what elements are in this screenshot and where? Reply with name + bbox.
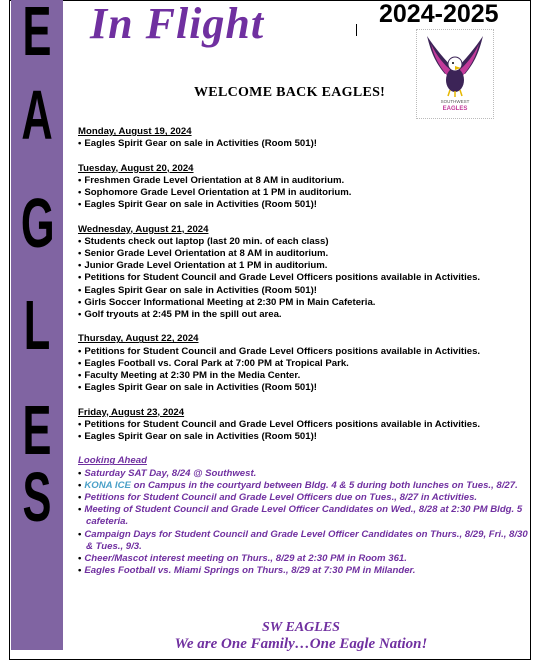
list-item (78, 468, 528, 480)
item-text: Eagles Spirit Gear on sale in Activities (Room 501)! (84, 431, 317, 443)
bullet-icon: • (78, 174, 82, 186)
item-text: Girls Soccer Informational Meeting at 2:30 PM in Main Cafeteria. (84, 296, 376, 308)
bullet-icon: • (78, 467, 82, 479)
list-item (78, 419, 528, 431)
day-section (78, 126, 528, 150)
list-item (78, 382, 528, 394)
day-date: Tuesday, August 20, 2024 (78, 162, 194, 174)
list-item (78, 529, 528, 553)
day-date: Monday, August 19, 2024 (78, 126, 192, 137)
item-text: Petitions for Student Council and Grade Level Officers due on Tues., 8/27 in Activities. (84, 492, 478, 504)
eagle-mascot-icon (417, 30, 493, 118)
day-section (78, 163, 528, 212)
footer-line-2: We are One Family…One Eagle Nation! (174, 636, 428, 652)
list-item (78, 309, 528, 321)
bullet-icon: • (78, 370, 82, 382)
bullet-icon: • (78, 187, 82, 198)
text-cursor (356, 24, 357, 36)
item-text: Eagles Spirit Gear on sale in Activities (Room 501)! (84, 382, 317, 394)
footer-line-1: SW EAGLES (262, 620, 340, 635)
day-date: Thursday, August 22, 2024 (78, 333, 199, 345)
bullet-icon: • (78, 565, 82, 577)
list-item (78, 199, 528, 211)
item-text: Senior Grade Level Orientation at 8 AM in auditorium. (84, 248, 329, 259)
looking-ahead-section (78, 455, 528, 577)
side-letter: E (22, 391, 52, 469)
item-text: Freshmen Grade Level Orientation at 8 AM in auditorium. (84, 174, 345, 186)
bullet-icon: • (78, 345, 82, 357)
bullet-icon: • (78, 284, 82, 296)
list-item (78, 248, 528, 260)
newsletter-title: In Flight (90, 0, 265, 48)
bullet-icon: • (78, 272, 82, 284)
item-text: Eagles Football vs. Coral Park at 7:00 PM at Tropical Park. (84, 357, 349, 369)
day-section (78, 407, 528, 444)
kona-ice-highlight: KONA ICE (84, 479, 131, 491)
bullet-icon: • (78, 504, 82, 516)
bullet-icon: • (78, 357, 82, 369)
item-text: Eagles Spirit Gear on sale in Activities (Room 501)! (84, 199, 317, 211)
item-text: Eagles Football vs. Miami Springs on Thurs., 8/29 at 7:30 PM in Milander. (84, 565, 416, 577)
day-section (78, 224, 528, 322)
bullet-icon: • (78, 528, 82, 540)
bullet-icon: • (78, 248, 82, 259)
looking-ahead-title: Looking Ahead (78, 455, 147, 467)
bullet-icon: • (78, 138, 82, 150)
item-text: Eagles Spirit Gear on sale in Activities (Room 501)! (84, 284, 317, 296)
schedule-content (78, 126, 528, 590)
item-text: Cheer/Mascot interest meeting on Thurs., 8/29 at 2:30 PM in Room 361. (84, 553, 407, 565)
item-text: Petitions for Student Council and Grade Level Officers positions available in Activities. (84, 345, 481, 357)
looking-ahead-list (78, 468, 528, 578)
bullet-icon: • (78, 260, 82, 272)
side-letter: A (21, 76, 53, 154)
school-year: 2024-2025 (379, 0, 499, 28)
item-text: Junior Grade Level Orientation at 1 PM in auditorium. (84, 260, 328, 272)
item-text: Petitions for Student Council and Grade Level Officers positions available in Activities. (84, 272, 481, 284)
list-item (78, 553, 528, 565)
list-item (78, 285, 528, 297)
bullet-icon: • (78, 431, 82, 443)
item-text: Meeting of Student Council and Grade Level Officer Candidates on Wed., 8/28 at 2:30 PM Bldg. 5 cafeteria. (84, 504, 523, 528)
item-text: Petitions for Student Council and Grade Level Officers positions available in Activities. (84, 418, 481, 430)
bullet-icon: • (78, 479, 82, 491)
item-text: Students check out laptop (last 20 min. of each class) (84, 235, 329, 247)
day-date: Friday, August 23, 2024 (78, 406, 185, 418)
list-item (78, 504, 528, 528)
bullet-icon: • (78, 309, 82, 321)
day-section (78, 333, 528, 394)
day-date: Wednesday, August 21, 2024 (78, 223, 209, 235)
side-letter: S (22, 458, 52, 536)
bullet-icon: • (78, 418, 82, 430)
item-text: Faculty Meeting at 2:30 PM in the Media Center. (84, 370, 301, 382)
list-item (78, 297, 528, 309)
bullet-icon: • (78, 553, 82, 565)
list-item (78, 431, 528, 443)
eagle-logo (416, 29, 494, 119)
list-item (78, 138, 528, 150)
bullet-icon: • (78, 492, 82, 504)
logo-text-bottom: EAGLES (442, 106, 468, 112)
bullet-icon: • (78, 296, 82, 308)
bullet-icon: • (78, 199, 82, 211)
list-item (78, 480, 528, 492)
side-letter: E (22, 0, 52, 70)
list-item (78, 346, 528, 358)
item-text: Saturday SAT Day, 8/24 @ Southwest. (84, 467, 257, 479)
list-item (78, 187, 528, 199)
list-item (78, 175, 528, 187)
welcome-heading: WELCOME BACK EAGLES! (194, 85, 386, 100)
bullet-icon: • (78, 235, 82, 247)
item-text: Campaign Days for Student Council and Grade Level Officer Candidates on Thurs., 8/29, Fri., 8/30 & Tues., 9/3. (84, 528, 528, 552)
list-item (78, 236, 528, 248)
item-text: on Campus in the courtyard between Bldg. 4 & 5 during both lunches on Tues., 8/27. (130, 479, 518, 491)
list-item (78, 492, 528, 504)
bullet-icon: • (78, 382, 82, 394)
list-item (78, 565, 528, 577)
list-item (78, 358, 528, 370)
side-letter: L (23, 286, 51, 364)
logo-text-top: SOUTHWEST (440, 99, 470, 104)
item-text: Sophomore Grade Level Orientation at 1 PM in auditorium. (84, 187, 352, 198)
list-item (78, 260, 528, 272)
list-item (78, 370, 528, 382)
daily-schedule (78, 126, 528, 443)
list-item (78, 272, 528, 284)
item-text: Golf tryouts at 2:45 PM in the spill out area. (84, 309, 282, 321)
item-text: Eagles Spirit Gear on sale in Activities (Room 501)! (84, 138, 317, 150)
side-letter: G (20, 184, 55, 262)
